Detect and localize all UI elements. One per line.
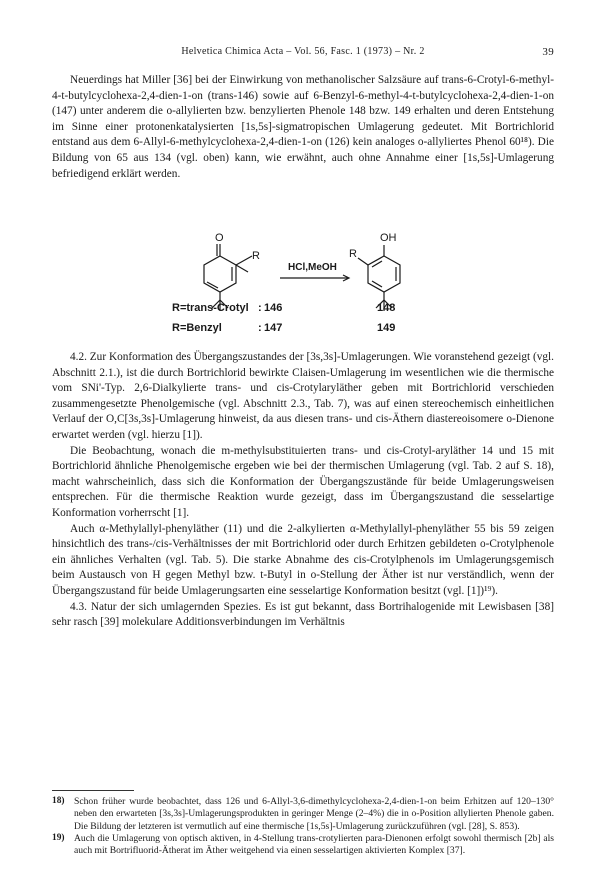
paragraph-methylallyl: Auch α-Methylallyl-phenyläther (11) und die 2-alkylierten α-Methylallyl-phenyläther 55 bis 59 zeigen hinsichtlich des trans-/cis-Verhältnisses der mit Bortrichlorid oder durch Erhitzen gebildeten o-Crotylphenole ein ähnliches Verhalten (vgl. Tab. 5). Die starke Abnahme des cis-Crotylphenols im Umlagerungsgemisch beim Austausch von H gegen Methyl bzw. t-Butyl in o-Stellung der Äther ist nur verständlich, wenn der Übergangszustand für beide Umlagerungsarten eine sesselartige Konformation besitzt (vgl. [1])¹⁹). bbox=[52, 522, 554, 597]
text-block-main bbox=[52, 350, 554, 631]
text-block-top bbox=[52, 73, 554, 182]
paragraph-crotyl-ethers: Die Beobachtung, wonach die m-methylsubstituierten trans- und cis-Crotyl-aryläther 14 und 15 mit Bortrichlorid ähnliche Phenolgemische ergeben wie bei der thermischen Umlagerung (vgl. Tab. 2 auf S. 18), macht wahrscheinlich, dass sich die Konformation der Übergangszustände für beide Umlagerungsweisen entsprechen. Für die thermische Reaktion wurde gezeigt, dass im Übergangszustand die sesselartige Konformation vorherrscht [1]. bbox=[52, 444, 554, 519]
footnote-19-text: Auch die Umlagerung von optisch aktiven, in 4-Stellung trans-crotylierten para-Dienonen erfolgt sowohl thermisch [2b] als auch mit Bortrifluorid-Ätherat im Äther weitgehend via einen sesselartigen aktivierten Komplex [37]. bbox=[74, 832, 554, 857]
reaction-structures bbox=[52, 236, 554, 316]
footnote-18 bbox=[52, 796, 554, 833]
footnote-18-mark: 18) bbox=[52, 796, 65, 806]
section-4-2-paragraph: 4.2. Zur Konformation des Übergangszustandes der [3s,3s]-Umlagerungen. Wie voranstehend gezeigt (vgl. Abschnitt 2.1.), ist die durch Bortrichlorid bewirkte Claisen-Umlagerung im wesentlichen wie die thermische vom SNi'-Typ. 2,6-Dialkylierte trans- und cis-Crotylaryläther geben mit Bortrichlorid verschieden zusammengesetzte Phenolgemische (vgl. Abschnitt 2.3., Tab. 7), was auf einen stereochemisch einheitlichen Verlauf der O,C[3s,3s]-Umlagerung hinweist, da aus diesen trans- und cis-Äthern diastereoisomere o-Dienone erwartet werden (vgl. hierzu [1]). bbox=[52, 351, 554, 441]
footnotes bbox=[52, 796, 554, 857]
scheme-row2-label: R=Benzyl bbox=[172, 322, 222, 334]
footnote-18-text: Schon früher wurde beobachtet, dass 126 und 6-Allyl-3,6-dimethylcyclohexa-2,4-dien-1-on beim Erhitzen auf 120–130° neben den erwarteten [3s,3s]-Umlagerungsprodukten in geringer Menge (2–4%) die in o-Position allylierten Phenole gaben. Die Bildung der letzteren ist vermutlich auf eine thermische [1s,5s]-Umlagerung zurückzuführen (vgl. [28], S. 853). bbox=[74, 796, 554, 832]
scheme-row1-label: R=trans-Crotyl bbox=[172, 302, 249, 314]
footnote-19-mark: 19) bbox=[52, 832, 65, 843]
dienone-structure bbox=[204, 244, 252, 311]
running-header bbox=[52, 46, 554, 60]
reaction-arrow bbox=[280, 275, 349, 281]
reagent-label: HCl,MeOH bbox=[288, 262, 337, 273]
section-4-3-paragraph: 4.3. Natur der sich umlagernden Spezies. Es ist gut bekannt, dass Bortrihalogenide mit Lewisbasen [38] sehr rasch [39] molekulare Additionsverbindungen im Verhältnis bbox=[52, 600, 554, 629]
scheme-row1-left-number: 146 bbox=[264, 302, 283, 314]
scheme-row2-left-number: 147 bbox=[264, 322, 283, 334]
scheme-row2-sep: : bbox=[258, 322, 262, 334]
scheme-row2-right-number: 149 bbox=[377, 322, 396, 334]
page-number: 39 bbox=[542, 46, 554, 58]
right-r-label: R bbox=[349, 248, 357, 260]
footnote-rule bbox=[52, 790, 134, 791]
carbonyl-oxygen-label: O bbox=[215, 232, 224, 244]
reaction-scheme bbox=[52, 232, 554, 344]
footnote-19 bbox=[52, 833, 554, 858]
left-r-label: R bbox=[252, 250, 260, 262]
running-title: Helvetica Chimica Acta – Vol. 56, Fasc. 1 (1973) – Nr. 2 bbox=[181, 46, 425, 57]
scheme-row1-sep: : bbox=[258, 302, 262, 314]
paragraph-miller: Neuerdings hat Miller [36] bei der Einwirkung von methanolischer Salzsäure auf trans-6-Crotyl-6-methyl-4-t-butylcyclohexa-2,4-dien-1-on (trans-146) sowie auf 6-Benzyl-6-methyl-4-t-butylcyclohexa-2,4-dien-1-on (147) unter anderem die o-allylierten bzw. benzylierten Phenole 148 bzw. 149 erhalten und deren Entstehung im Sinne einer protonenkatalysierten [1s,5s]-sigmatropischen Umlagerung gedeutet. Mit Bortrichlorid entstand aus dem 6-Allyl-6-methylcyclohexa-2,4-dien-1-on (126) kein analoges o-allyliertes Phenol 60¹⁸). Die Bildung von 65 aus 134 (vgl. oben) kann, wie erwähnt, auch ohne Annahme einer [1s,5s]-Umlagerung befriedigend erklärt werden. bbox=[52, 74, 554, 180]
scheme-row1-right-number: 148 bbox=[377, 302, 396, 314]
hydroxyl-label: OH bbox=[380, 232, 397, 244]
